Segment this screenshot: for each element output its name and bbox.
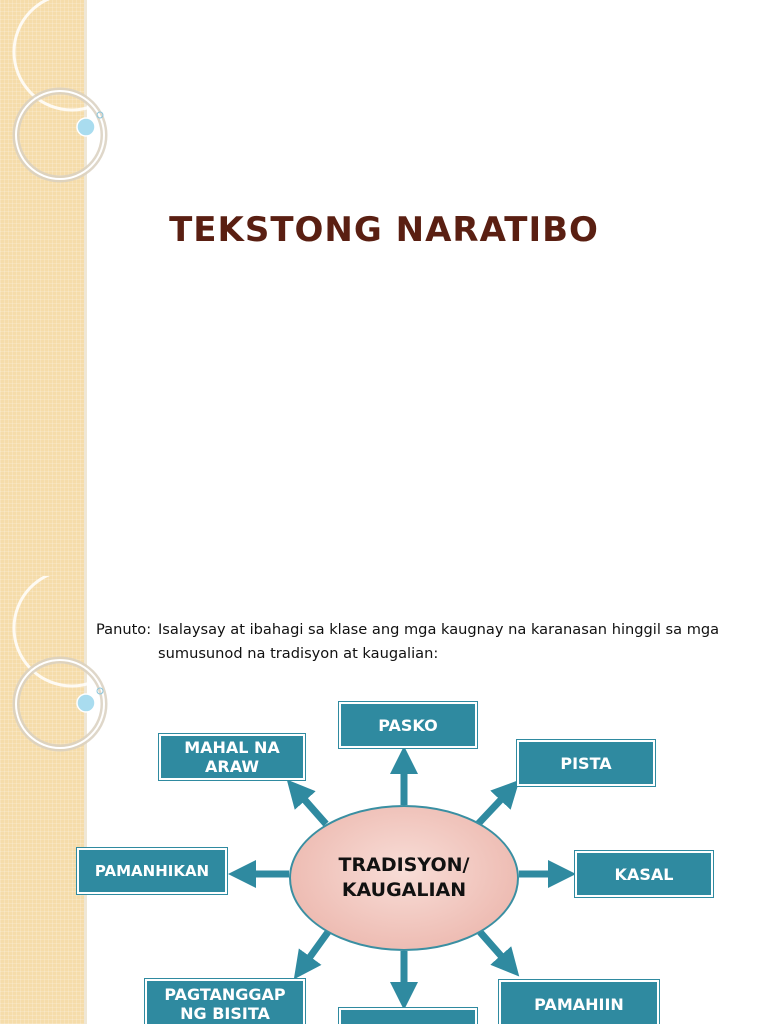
- slide-diagram: [0, 576, 768, 1024]
- diagram-arrows: [0, 576, 768, 1024]
- node-pagtanggap-line1: PAGTANGGAP: [164, 985, 286, 1004]
- node-pasko: [339, 702, 477, 748]
- node-mahal-line2: ARAW: [204, 757, 259, 776]
- arrow-to-pagtanggap: [302, 932, 328, 968]
- arrow-to-pista: [478, 790, 510, 824]
- node-pasko-label: PASKO: [378, 715, 438, 735]
- node-kasal: [575, 851, 713, 897]
- arrow-to-pamahiin: [480, 932, 510, 966]
- node-mahal-line1: MAHAL NA: [184, 738, 280, 757]
- center-node: [289, 805, 519, 951]
- node-pista-label: PISTA: [560, 753, 612, 773]
- node-bottom: [339, 1008, 477, 1024]
- node-pamanhikan: [77, 848, 227, 894]
- node-mahal: [159, 734, 305, 780]
- arrow-to-mahal: [296, 790, 326, 824]
- instructions-text: Isalaysay at ibahagi sa klase ang mga kaugnay na karanasan hinggil sa mga sumusunod na tradisyon at kaugalian:: [158, 621, 720, 662]
- node-pagtanggap-line2: NG BISITA: [180, 1004, 270, 1023]
- instructions-label: Panuto:: [96, 621, 152, 638]
- center-line1: TRADISYON/: [338, 854, 470, 876]
- node-pista: [517, 740, 655, 786]
- node-kasal-label: KASAL: [614, 864, 674, 884]
- slide-title-text: TEKSTONG NARATIBO: [169, 210, 599, 250]
- node-pagtanggap: [145, 979, 305, 1024]
- center-line2: KAUGALIAN: [341, 879, 467, 901]
- decorative-circles: [0, 0, 140, 200]
- node-pamahiin: [499, 980, 659, 1024]
- node-pamahiin-label: PAMAHIIN: [534, 994, 624, 1014]
- node-pamanhikan-label: PAMANHIKAN: [94, 861, 210, 880]
